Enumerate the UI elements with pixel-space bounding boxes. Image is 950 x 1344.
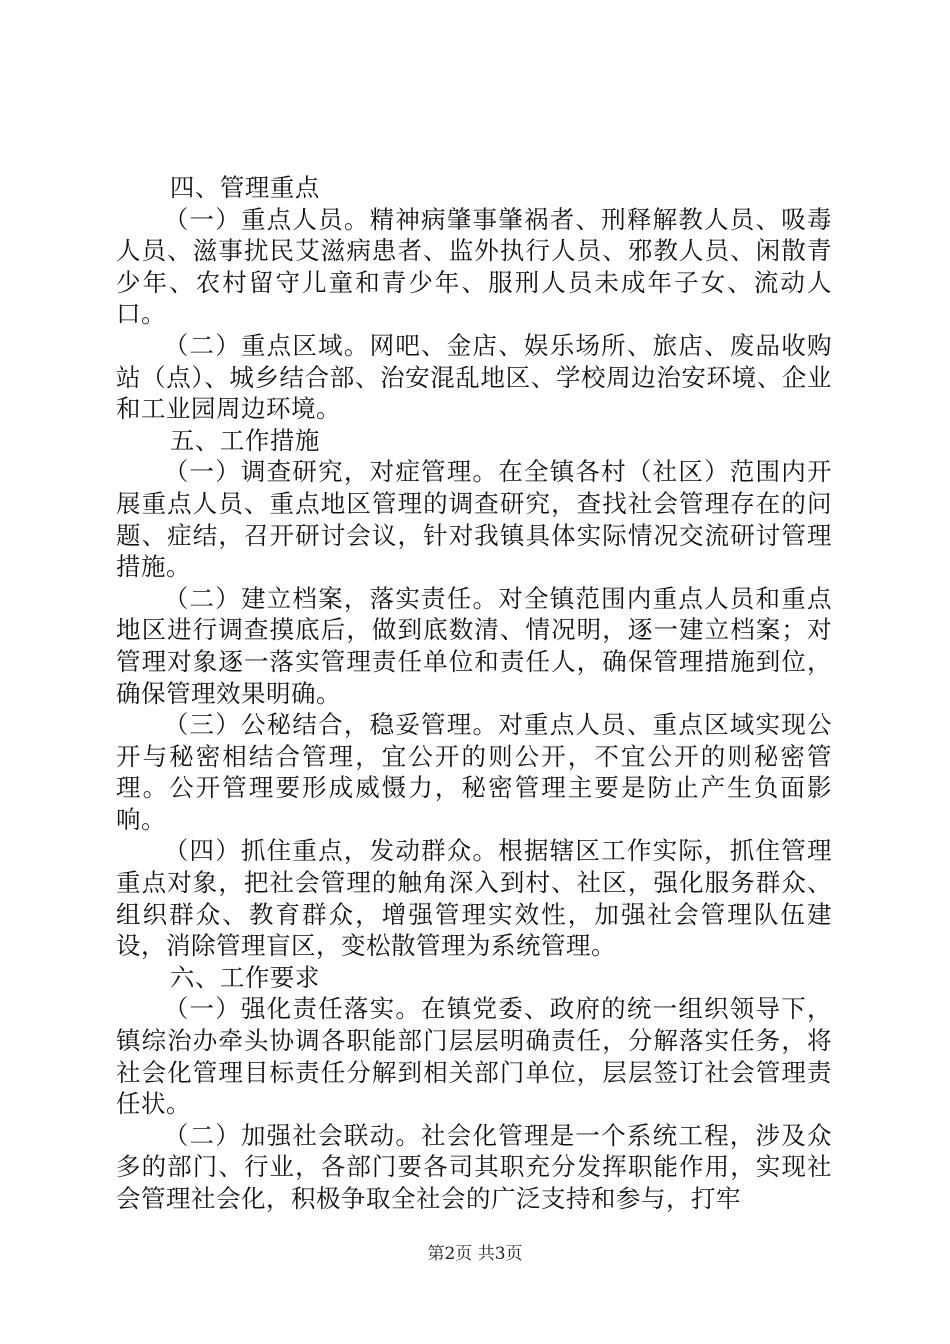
section-heading: 五、工作措施 (169, 425, 320, 455)
section-heading: 六、工作要求 (169, 962, 320, 992)
paragraph: （一）重点人员。精神病肇事肇祸者、刑释解教人员、吸毒人员、滋事扰民艾滋病患者、监外执行人员、邪教人员、闲散青少年、农村留守儿童和青少年、服刑人员未成年子女、流动人口。 (116, 204, 832, 329)
page-footer (0, 1244, 950, 1264)
paragraph: （二）建立档案，落实责任。对全镇范围内重点人员和重点地区进行调查摸底后，做到底数清、情况明，逐一建立档案；对管理对象逐一落实管理责任单位和责任人，确保管理措施到位，确保管理效果明确。 (116, 583, 832, 708)
paragraph: （一）强化责任落实。在镇党委、政府的统一组织领导下，镇综治办牵头协调各职能部门层层明确责任，分解落实任务，将社会化管理目标责任分解到相关部门单位，层层签订社会管理责任状。 (116, 994, 832, 1119)
paragraph: （二）加强社会联动。社会化管理是一个系统工程，涉及众多的部门、行业，各部门要各司其职充分发挥职能作用，实现社会管理社会化，积极争取全社会的广泛支持和参与，打牢 (116, 1120, 832, 1213)
paragraph: （一）调查研究，对症管理。在全镇各村（社区）范围内开展重点人员、重点地区管理的调查研究，查找社会管理存在的问题、症结，召开研讨会议，针对我镇具体实际情况交流研讨管理措施。 (116, 457, 832, 582)
document-body (116, 172, 832, 1215)
paragraph: （四）抓住重点，发动群众。根据辖区工作实际，抓住管理重点对象，把社会管理的触角深入到村、社区，强化服务群众、组织群众、教育群众，增强管理实效性，加强社会管理队伍建设，消除管理盲区，变松散管理为系统管理。 (116, 836, 832, 961)
section-heading: 四、管理重点 (169, 173, 320, 202)
page-number: 第2页 共3页 (427, 1244, 523, 1264)
paragraph: （三）公秘结合，稳妥管理。对重点人员、重点区域实现公开与秘密相结合管理，宜公开的则公开，不宜公开的则秘密管理。公开管理要形成威慑力，秘密管理主要是防止产生负面影响。 (116, 710, 832, 834)
paragraph: （二）重点区域。网吧、金店、娱乐场所、旅店、废品收购站（点）、城乡结合部、治安混乱地区、学校周边治安环境、企业和工业园周边环境。 (116, 330, 832, 424)
